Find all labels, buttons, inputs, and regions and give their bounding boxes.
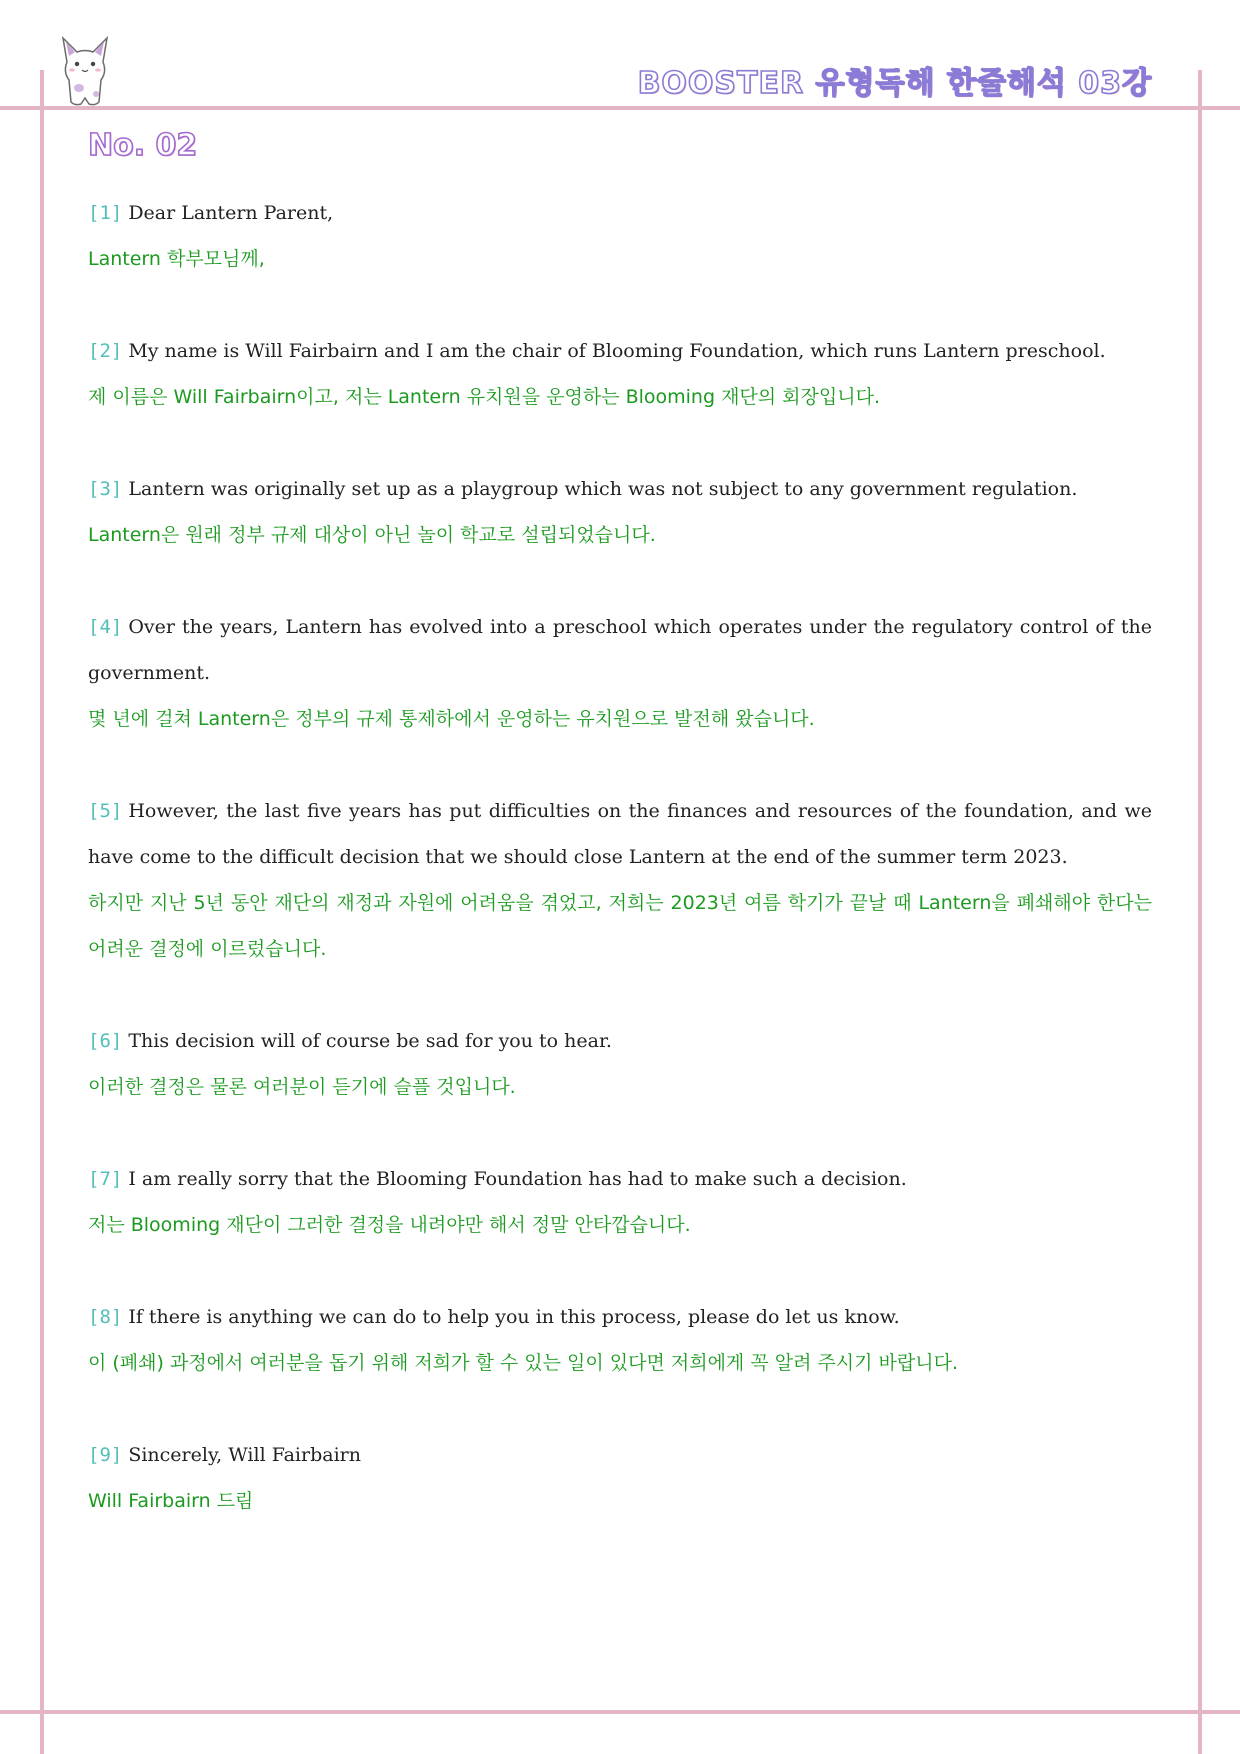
sentence-item <box>88 1018 1152 1110</box>
korean-translation: 이러한 결정은 물론 여러분이 듣기에 슬플 것입니다. <box>88 1076 516 1098</box>
frame-top-line <box>0 106 1240 110</box>
korean-translation: Lantern은 원래 정부 규제 대상이 아닌 놀이 학교로 설립되었습니다. <box>88 524 656 546</box>
english-sentence <box>88 1432 1152 1478</box>
sentence-item <box>88 1156 1152 1248</box>
sentence-item <box>88 190 1152 282</box>
korean-translation: Will Fairbairn 드림 <box>88 1490 254 1512</box>
sentence-number: [4] <box>88 616 123 638</box>
frame-left-line <box>40 70 44 1754</box>
sentence-number: [5] <box>88 800 123 822</box>
frame-right-line <box>1198 70 1202 1754</box>
english-sentence <box>88 328 1152 374</box>
sentence-number: [1] <box>88 202 123 224</box>
sentence-item <box>88 1294 1152 1386</box>
english-sentence <box>88 466 1152 512</box>
english-text: If there is anything we can do to help you in this process, please do let us know. <box>128 1306 900 1328</box>
english-text: This decision will of course be sad for you to hear. <box>128 1030 612 1052</box>
english-text: Lantern was originally set up as a playgroup which was not subject to any government regulation. <box>128 478 1078 500</box>
header-title: BOOSTER 유형독해 한줄해석 03강 <box>637 66 1152 101</box>
english-text: However, the last five years has put difficulties on the finances and resources of the foundation, and we have come to the difficult decision that we should close Lantern at the end of the summer term 2023. <box>88 800 1152 868</box>
english-text: Dear Lantern Parent, <box>128 202 334 224</box>
english-text: Sincerely, Will Fairbairn <box>128 1444 361 1466</box>
english-sentence <box>88 604 1152 696</box>
korean-translation: Lantern 학부모님께, <box>88 248 265 270</box>
cat-mascot-icon <box>55 32 115 107</box>
sentence-list <box>88 190 1152 1570</box>
english-sentence <box>88 1156 1152 1202</box>
english-text: My name is Will Fairbairn and I am the chair of Blooming Foundation, which runs Lantern preschool. <box>128 340 1106 362</box>
sentence-number: [3] <box>88 478 123 500</box>
frame-bottom-line <box>0 1710 1240 1714</box>
sentence-item <box>88 604 1152 742</box>
sentence-item <box>88 466 1152 558</box>
sentence-number: [2] <box>88 340 123 362</box>
sentence-item <box>88 328 1152 420</box>
korean-translation: 저는 Blooming 재단이 그러한 결정을 내려야만 해서 정말 안타깝습니다. <box>88 1214 691 1236</box>
sentence-number: [8] <box>88 1306 123 1328</box>
sentence-item <box>88 1432 1152 1524</box>
english-sentence <box>88 190 1152 236</box>
korean-translation: 하지만 지난 5년 동안 재단의 재정과 자원에 어려움을 겪었고, 저희는 2023년 여름 학기가 끝날 때 Lantern을 폐쇄해야 한다는 어려운 결정에 이르렀습니다. <box>88 892 1152 960</box>
english-text: Over the years, Lantern has evolved into a preschool which operates under the regulatory control of the government. <box>88 616 1152 684</box>
sentence-number: [9] <box>88 1444 123 1466</box>
korean-translation: 제 이름은 Will Fairbairn이고, 저는 Lantern 유치원을 운영하는 Blooming 재단의 회장입니다. <box>88 386 880 408</box>
korean-translation: 몇 년에 걸쳐 Lantern은 정부의 규제 통제하에서 운영하는 유치원으로 발전해 왔습니다. <box>88 708 815 730</box>
english-sentence <box>88 1018 1152 1064</box>
korean-translation: 이 (폐쇄) 과정에서 여러분을 돕기 위해 저희가 할 수 있는 일이 있다면 저희에게 꼭 알려 주시기 바랍니다. <box>88 1352 959 1374</box>
english-sentence <box>88 788 1152 880</box>
english-text: I am really sorry that the Blooming Foundation has had to make such a decision. <box>128 1168 907 1190</box>
sentence-number: [7] <box>88 1168 123 1190</box>
sentence-item <box>88 788 1152 972</box>
page-number: No. 02 <box>88 128 198 163</box>
english-sentence <box>88 1294 1152 1340</box>
sentence-number: [6] <box>88 1030 123 1052</box>
